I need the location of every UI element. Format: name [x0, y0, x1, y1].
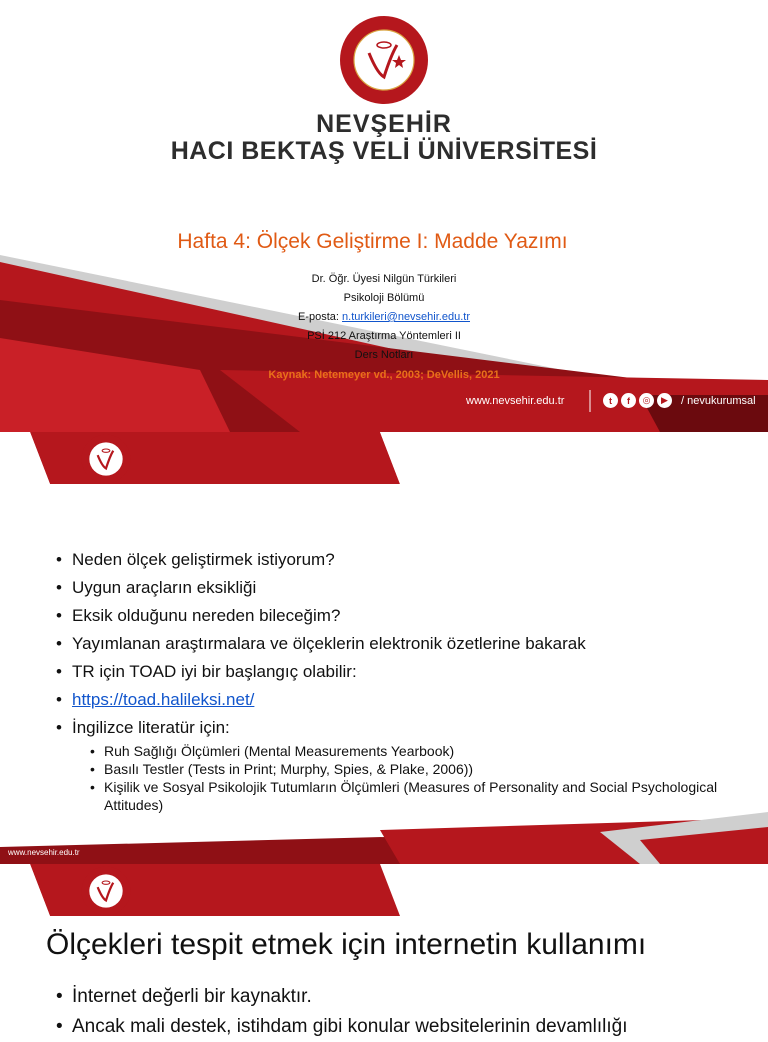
facebook-icon[interactable]: f — [621, 393, 636, 408]
content-slide-partial — [0, 864, 768, 1037]
title-slide — [0, 0, 768, 432]
social-handle[interactable]: / nevukurumsal — [681, 394, 756, 407]
social-links — [603, 393, 756, 408]
twitter-icon[interactable]: t — [603, 393, 618, 408]
list-item: • Eksik olduğunu nereden bileceğim? — [56, 602, 746, 630]
instagram-icon[interactable]: ◎ — [639, 393, 654, 408]
email-line — [0, 311, 768, 323]
bullet-list — [56, 546, 746, 814]
author-name: Dr. Öğr. Üyesi Nilgün Türkileri — [311, 273, 457, 285]
sub-list-item: • Ruh Sağlığı Ölçümleri (Mental Measurements Yearbook) — [90, 742, 746, 760]
toad-link[interactable]: https://toad.halileksi.net/ — [72, 690, 255, 709]
department: Psikoloji Bölümü — [343, 292, 425, 304]
list-item — [56, 714, 746, 814]
slide-title: Ölçekleri tespit etmek için internetin kullanımı — [46, 928, 647, 961]
footer-website-link[interactable]: www.nevsehir.edu.tr — [8, 848, 80, 857]
sub-list-item: • Kişilik ve Sosyal Psikolojik Tutumların Ölçümleri (Measures of Personality and Social Psychological Attitudes) — [90, 778, 746, 814]
sub-list-item: • Basılı Testler (Tests in Print; Murphy, Spies, & Plake, 2006)) — [90, 760, 746, 778]
list-item: • Neden ölçek geliştirmek istiyorum? — [56, 546, 746, 574]
list-item: • İnternet değerli bir kaynaktır. — [56, 982, 627, 1012]
bullet-list — [56, 982, 627, 1042]
english-literature-label: İngilizce literatür için: — [72, 718, 230, 737]
email-label: E-posta: — [298, 311, 343, 323]
list-item: • Yayımlanan araştırmalara ve ölçeklerin elektronik özetlerine bakarak — [56, 630, 746, 658]
list-item: • Uygun araçların eksikliği — [56, 574, 746, 602]
sub-bullet-list — [72, 742, 746, 814]
list-item: • TR için TOAD iyi bir başlangıç olabilir: — [56, 658, 746, 686]
lecture-notes-label: Ders Notları — [354, 349, 414, 361]
list-item: • Ancak mali destek, istihdam gibi konular websitelerinin devamlılığı — [56, 1012, 627, 1042]
university-name-line1: NEVŞEHİR — [316, 110, 452, 138]
email-link[interactable]: n.turkileri@nevsehir.edu.tr — [342, 311, 470, 323]
course-name: PSİ 212 Araştırma Yöntemleri II — [307, 330, 461, 342]
footer-website-link[interactable]: www.nevsehir.edu.tr — [466, 395, 565, 407]
source-citation: Kaynak: Netemeyer vd., 2003; DeVellis, 2021 — [268, 369, 500, 381]
content-slide — [0, 432, 768, 864]
university-name-line2: HACI BEKTAŞ VELİ ÜNİVERSİTESİ — [170, 137, 598, 165]
lecture-title: Hafta 4: Ölçek Geliştirme I: Madde Yazımı — [177, 230, 568, 253]
university-seal-small — [81, 434, 131, 484]
university-seal-logo — [339, 15, 429, 105]
youtube-icon[interactable]: ▶ — [657, 393, 672, 408]
list-item — [56, 686, 746, 714]
university-seal-small — [81, 866, 131, 916]
